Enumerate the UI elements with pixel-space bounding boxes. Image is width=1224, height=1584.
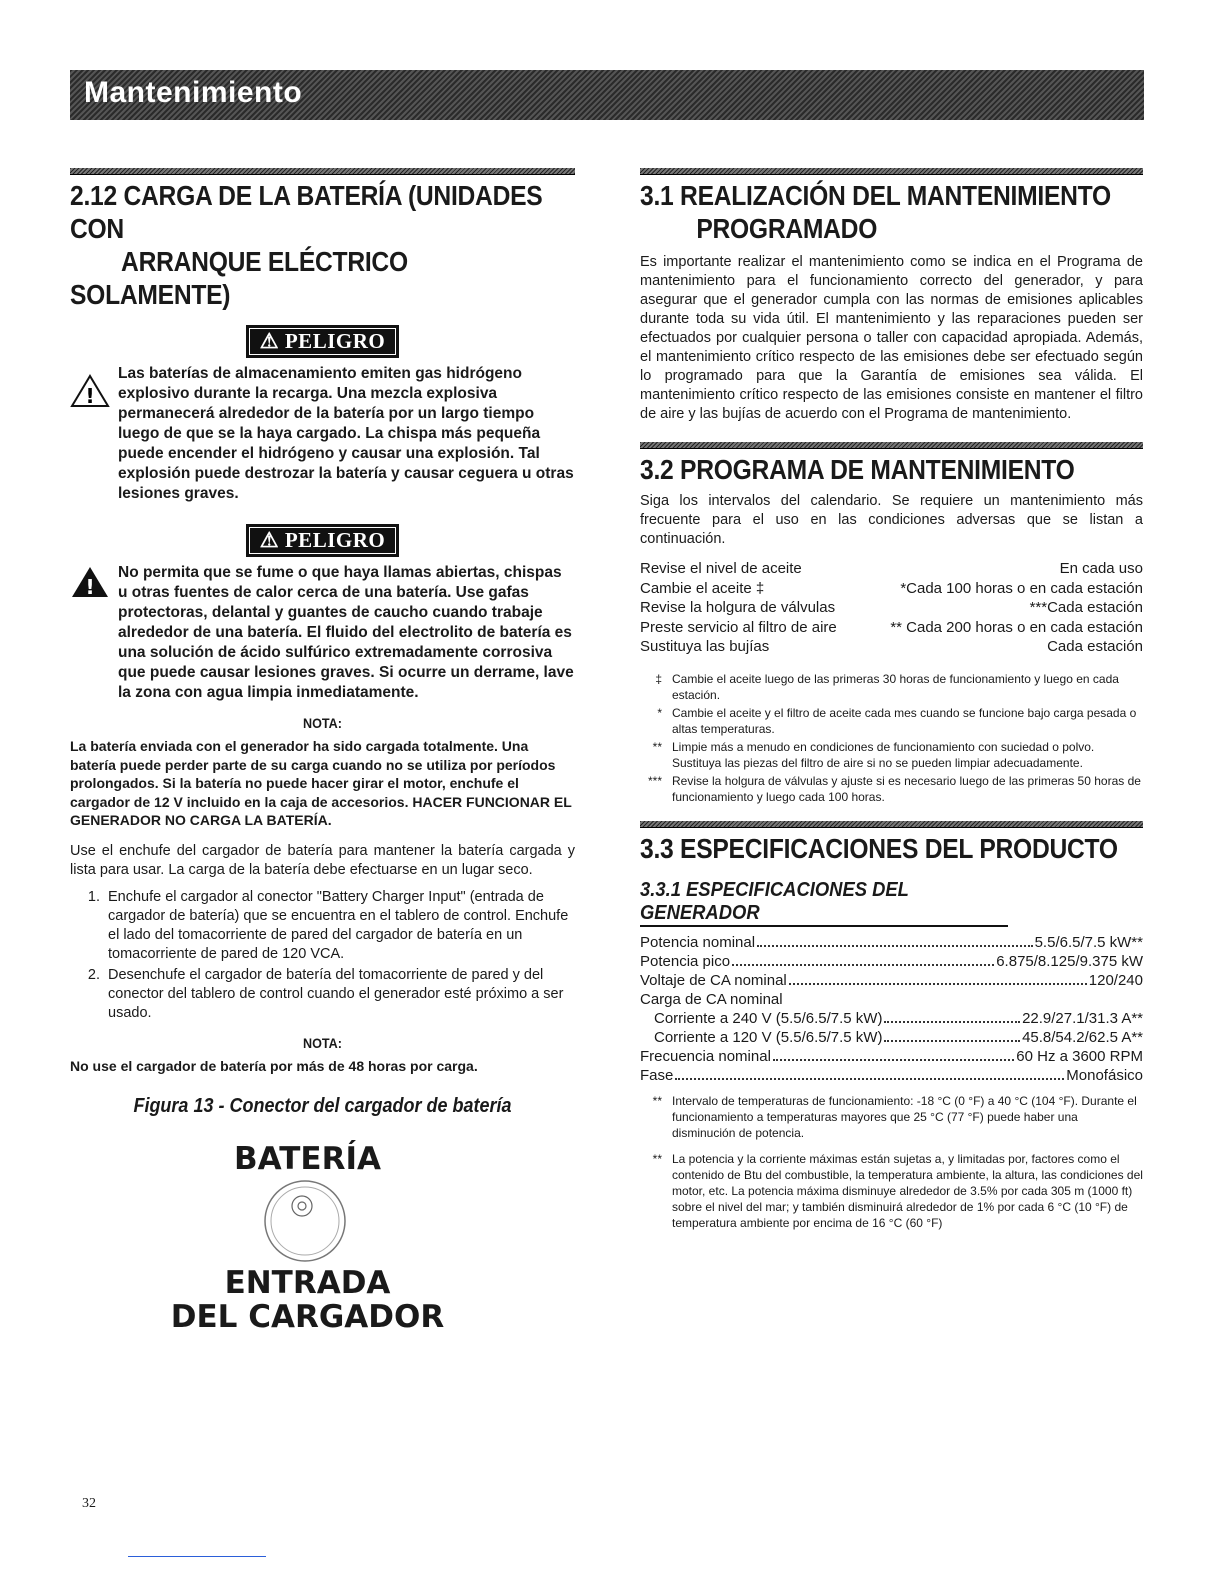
spec-label: Corriente a 120 V (5.5/6.5/7.5 kW)	[654, 1028, 883, 1046]
heading-line: 3.1 REALIZACIÓN DEL MANTENIMIENTO	[640, 180, 1111, 211]
footnote-mark: **	[652, 739, 662, 754]
figure-label-bottom: DEL CARGADOR	[170, 1299, 445, 1335]
list-item: 1. Enchufe el cargador al conector "Battery Charger Input" (entrada de cargador de batería) que se encuentra en el tablero de control. Enchufe el lado del tomacorriente de pared del cargador de batería en un tomacorriente de pared de 120 VCA.	[104, 888, 575, 964]
danger-warning-1	[70, 364, 575, 504]
danger-warning-2	[70, 563, 575, 703]
heading-3-1	[640, 179, 1140, 245]
figure-label-bottom: ENTRADA	[224, 1265, 391, 1301]
section-rule	[640, 821, 1143, 828]
footnote-mark: ***	[647, 773, 662, 788]
nota-text: La batería enviada con el generador ha sido cargada totalmente. Una batería puede perder parte de su carga cuando no se utiliza por períodos prolongados. Si la batería no puede hacer girar el motor, enchufe el cargador de 12 V incluido en la caja de accesorios. HACER FUNCIONAR EL GENERADOR NO CARGA LA BATERÍA.	[70, 738, 572, 828]
section-rule	[70, 168, 575, 175]
footnote-mark: ‡	[655, 671, 662, 686]
steps-list	[70, 888, 575, 1023]
figure-label-top: BATERÍA	[234, 1141, 381, 1177]
heading-line: PROGRAMADO	[696, 213, 878, 244]
right-column	[640, 168, 1143, 1233]
footnote-text: Intervalo de temperaturas de funcionamiento: -18 °C (0 °F) a 40 °C (104 °F). Durante el funcionamiento a temperaturas mayores que 25 °C (77 °F) puede haber una disminución de potencia.	[672, 1093, 1137, 1140]
spec-footnotes	[640, 1093, 1143, 1231]
footnote-text: La potencia y la corriente máximas están sujetas a, y limitadas por, factores como el contenido de Btu del combustible, la temperatura ambiente, la altura, las condiciones del motor, etc. La potencia máxima disminuye alrededor de 3.5% por cada 305 m (1000 ft) sobre el nivel del mar; y también disminuirá alrededor de 1% por cada 6 °C (10 °F) de temperatura ambiente por encima de 16 °C (60 °F)	[672, 1151, 1143, 1230]
spec-label: Corriente a 240 V (5.5/6.5/7.5 kW)	[654, 1009, 883, 1027]
footnote	[640, 1151, 1143, 1231]
section-rule	[640, 168, 1143, 175]
spec-label: Potencia nominal	[640, 933, 756, 951]
spec-row	[640, 1009, 1143, 1028]
spec-value: 45.8/54.2/62.5 A**	[1022, 1028, 1143, 1046]
footnote	[640, 773, 1143, 805]
banner-title: Mantenimiento	[84, 76, 303, 109]
spec-label: Voltaje de CA nominal	[640, 971, 787, 989]
nota-text: No use el cargador de batería por más de 48 horas por carga.	[70, 1057, 478, 1074]
spec-value: Monofásico	[1066, 1066, 1143, 1084]
heading-3-3-1: 3.3.1 ESPECIFICACIONES DEL GENERADOR	[640, 879, 1008, 927]
warning-triangle-icon	[70, 565, 110, 599]
footnote-text: Cambie el aceite y el filtro de aceite cada mes cuando se funcione bajo carga pesada o altas temperaturas.	[672, 705, 1137, 736]
footnote	[640, 739, 1143, 771]
schedule-interval: En cada uso	[1059, 560, 1143, 577]
heading-line: 2.12 CARGA DE LA BATERÍA (UNIDADES CON	[70, 180, 543, 244]
spec-row	[640, 952, 1143, 971]
nota-label: NOTA:	[303, 1034, 342, 1051]
footnote-text: Limpie más a menudo en condiciones de funcionamiento con suciedad o polvo. Sustituya las piezas del filtro de aire si no se pueden limpiar adecuadamente.	[672, 739, 1095, 770]
spec-value: 60 Hz a 3600 RPM	[1016, 1047, 1143, 1065]
footnote-text: Cambie el aceite luego de las primeras 30 horas de funcionamiento y luego en cada estación.	[672, 671, 1119, 702]
schedule-footnotes	[640, 671, 1143, 805]
footnote-mark: *	[657, 705, 662, 720]
charger-connector-icon	[260, 1176, 350, 1266]
footnote-text: Revise la holgura de válvulas y ajuste si es necesario luego de las primeras 50 horas de funcionamiento y luego cada 100 horas.	[672, 773, 1141, 804]
body-paragraph: Siga los intervalos del calendario. Se requiere un mantenimiento más frecuente para el uso en las condiciones adversas que se listan a continuación.	[640, 493, 1143, 547]
danger-label: PELIGRO	[284, 329, 386, 353]
danger-label: PELIGRO	[284, 528, 386, 552]
spec-label: Frecuencia nominal	[640, 1047, 771, 1065]
maintenance-schedule	[640, 559, 1143, 657]
warning-text: Las baterías de almacenamiento emiten gas hidrógeno explosivo durante la recarga. Una mezcla explosiva permanecerá alrededor de la batería por un largo tiempo luego de que se la haya cargado. La chispa más pequeña puede encender el hidrógeno y causar una explosión. Tal explosión puede destrozar la batería y causar ceguera u otras lesiones graves.	[118, 365, 574, 502]
footnote	[640, 671, 1143, 703]
spec-value: 22.9/27.1/31.3 A**	[1022, 1009, 1143, 1027]
warning-text: No permita que se fume o que haya llamas abiertas, chispas u otras fuentes de calor cerca de una batería. Use gafas protectoras, delantal y guantes de caucho cuando trabaje alrededor de una batería. El fluido del electrolito de batería es una solución de ácido sulfúrico extremadamente corrosiva que puede causar lesiones graves. Si ocurre un derrame, lave la zona con agua limpia inmediatamente.	[118, 564, 574, 701]
danger-badge-wrap	[70, 524, 575, 557]
generator-specs	[640, 933, 1143, 1085]
svg-text:!: !	[85, 575, 95, 599]
spec-row	[640, 1047, 1143, 1066]
spec-value: 6.875/8.125/9.375 kW	[996, 952, 1143, 970]
heading-2-12	[70, 179, 572, 311]
heading-3-3: 3.3 ESPECIFICACIONES DEL PRODUCTO	[640, 832, 1118, 864]
bottom-divider	[128, 1556, 266, 1557]
schedule-task: Sustituya las bujías	[640, 638, 770, 655]
footnote-mark: **	[652, 1151, 662, 1166]
schedule-task: Preste servicio al filtro de aire	[640, 618, 837, 636]
spec-row	[640, 971, 1143, 990]
list-item: 2. Desenchufe el cargador de batería del tomacorriente de pared y del conector del tablero de control cuando el generador esté próximo a ser usado.	[104, 966, 575, 1023]
schedule-interval: ***Cada estación	[1029, 599, 1143, 616]
page-number: 32	[82, 1496, 96, 1511]
section-banner	[70, 70, 1144, 120]
footnote-mark: **	[652, 1093, 662, 1108]
heading-line: ARRANQUE ELÉCTRICO SOLAMENTE)	[70, 246, 408, 310]
spec-row	[640, 1066, 1143, 1085]
svg-text:!: !	[85, 384, 95, 408]
schedule-interval: Cada estación	[1047, 638, 1143, 655]
left-column	[70, 168, 575, 1334]
schedule-task: Cambie el aceite ‡	[640, 579, 765, 597]
schedule-interval: ** Cada 200 horas o en cada estación	[890, 618, 1143, 636]
body-paragraph: Es importante realizar el mantenimiento como se indica en el Programa de mantenimiento para el funcionamiento correcto del generador, y para asegurar que el generador cumpla con las normas de emisiones aplicables durante toda su vida útil. El mantenimiento y las reparaciones pueden ser efectuados por cualquier persona o taller con capacidad apropiada. Además, el mantenimiento crítico respecto de las emisiones debe ser efectuado según lo programado para que la Garantía de emisiones sea válida. El mantenimiento crítico respecto de las emisiones consiste en mantener el filtro de aire y las bujías de acuerdo con el Programa de mantenimiento.	[640, 254, 1143, 422]
heading-3-2: 3.2 PROGRAMA DE MANTENIMIENTO	[640, 454, 1075, 485]
spec-value: 5.5/6.5/7.5 kW**	[1034, 933, 1143, 951]
schedule-task: Revise el nivel de aceite	[640, 560, 802, 577]
section-rule	[640, 442, 1143, 449]
figure-caption: Figura 13 - Conector del cargador de batería	[133, 1095, 512, 1117]
danger-badge: ⚠ PELIGRO	[246, 524, 399, 557]
spec-row	[640, 1028, 1143, 1047]
body-paragraph: Use el enchufe del cargador de batería para mantener la batería cargada y lista para usar. La carga de la batería debe efectuarse en un lugar seco.	[70, 842, 575, 878]
footnote	[640, 1093, 1143, 1141]
schedule-task: Revise la holgura de válvulas	[640, 599, 836, 616]
spec-value: 120/240	[1088, 971, 1143, 989]
spec-label: Fase	[640, 1066, 674, 1084]
danger-badge: ⚠ PELIGRO	[246, 325, 399, 358]
schedule-interval: *Cada 100 horas o en cada estación	[900, 579, 1143, 597]
warning-triangle-icon	[70, 374, 110, 408]
spec-label: Carga de CA nominal	[640, 990, 783, 1008]
nota-label: NOTA:	[303, 715, 342, 731]
footnote	[640, 705, 1143, 737]
spec-label: Potencia pico	[640, 952, 731, 970]
spec-row	[640, 990, 1143, 1009]
spec-row	[640, 933, 1143, 952]
danger-badge-wrap	[70, 325, 575, 358]
